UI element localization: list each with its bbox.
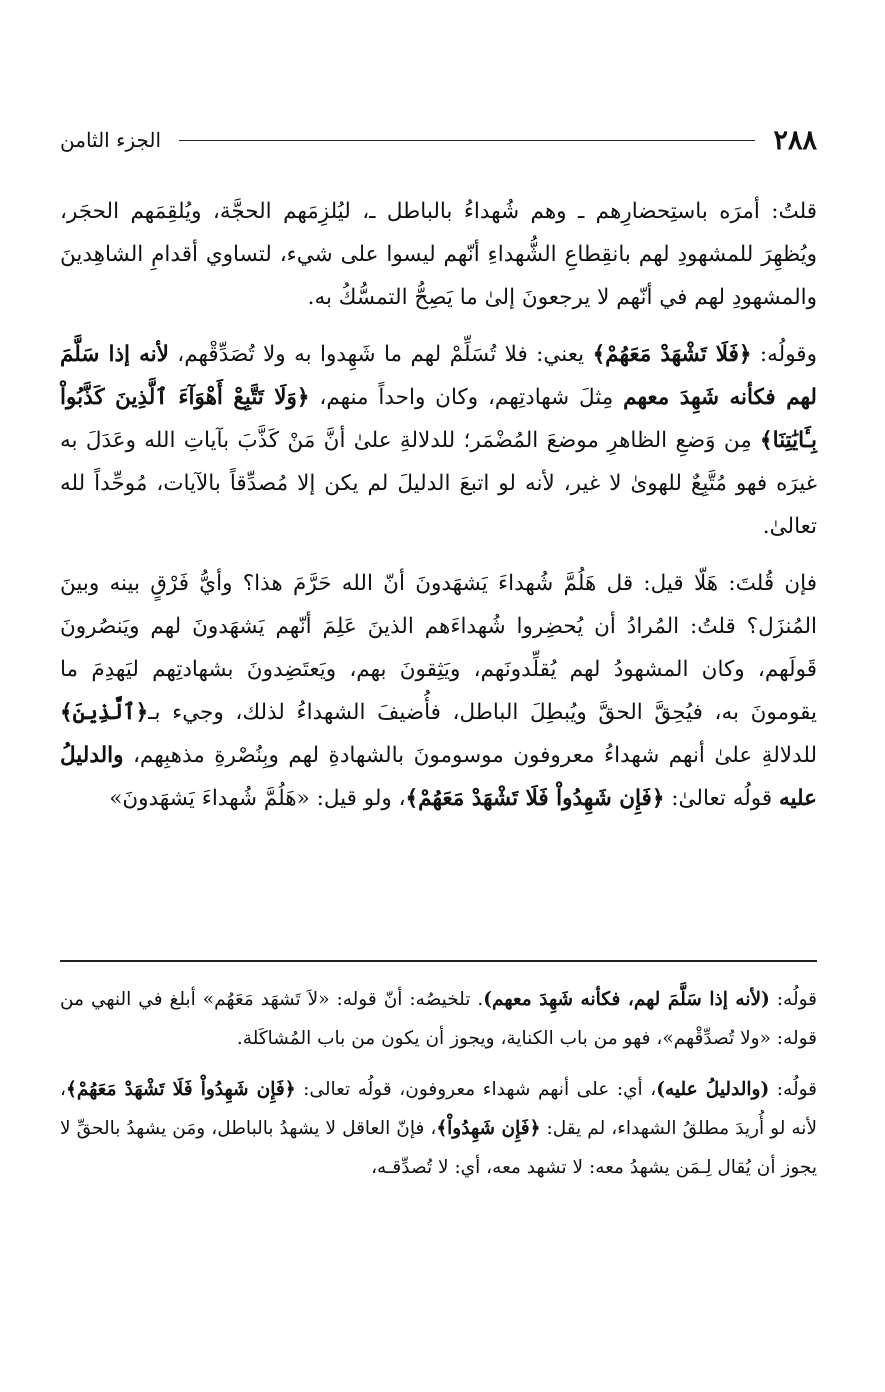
text-span: للدلالةِ علىٰ أنهم شهداءُ معروفون موسومونَ بالشهادةِ لهم وبِنُصْرةِ مذهبِهم، [123, 743, 817, 768]
text-span: مِثلَ شهادتِهم، وكان واحداً منهم، [309, 385, 624, 410]
quran-verse: ﴿فَإِن شَهِدُواْ فَلَا تَشْهَدْ مَعَهُمْ﴾ [405, 786, 665, 811]
text-span: فإن قُلتَ: هَلّا قيل: قل هَلُمَّ شُهداءَ يَشهَدونَ أنّ الله حَرَّمَ هذا؟ وأيُّ فَرْقٍ بينه وبينَ المُنزَل؟ قلتُ: المُرادُ أن يُحضِروا شُهداءَهم الذينَ عَلِمَ أنّهم يَشهَدونَ لهم ويَنصُرونَ قَولَهم، وكان المشهودُ لهم يُقلِّدونَهم، ويَثِقونَ بهم، ويَعتَضِدونَ بشهادتِهم ليَهدِمَ ما يقومونَ به، فيُحِقَّ الحقَّ ويُبطِلَ الباطل، فأُضيفَ الشهداءُ لذلك، وجيء بـ [60, 571, 817, 725]
text-span: قولُه تعالىٰ: [664, 786, 780, 811]
text-span: ، لأنه لو أُريدَ مطلقُ الشهداء، لم يقل: [60, 1079, 817, 1139]
text-span: ، فإنّ العاقل لا يشهدُ بالباطل، ومَن يشهدُ بالحقِّ لا يجوز أن يُقال لِـمَن يشهدُ معه: لا تشهد معه، أي: لا تُصدِّقـه، [60, 1118, 817, 1178]
page-header [60, 120, 817, 160]
bold-phrase: والدليلُ عليه [60, 743, 817, 811]
quran-verse: ﴿فَإِن شَهِدُواْ﴾ [436, 1118, 541, 1139]
main-text [60, 190, 817, 834]
text-span: يعني: فلا تُسَلِّمْ لهم ما شَهِدوا به ولا تُصَدِّقْهم، [168, 342, 593, 367]
text-span: قولُه: [769, 1079, 817, 1100]
text-span: مِن وَضعِ الظاهرِ موضعَ المُضْمَر؛ للدلالةِ علىٰ أنَّ مَنْ كَذَّبَ بآياتِ الله وعَدَلَ به غيرَه فهو مُتَّبِعٌ للهوىٰ لا غير، لأنه لو اتبعَ الدليلَ لم يكن إلا مُصدِّقاً بالآيات، مُوحِّداً لله تعالىٰ. [60, 428, 817, 539]
footnote-divider [60, 960, 817, 962]
quran-verse: ﴿ٱلَّذِينَ﴾ [60, 700, 149, 725]
header-rule [179, 140, 755, 141]
part-title: الجزء الثامن [60, 128, 162, 152]
text-span: ، ولو قيل: «هَلُمَّ شُهداءَ يَشهَدونَ» [109, 786, 406, 811]
bold-phrase: (لأنه إذا سَلَّمَ لهم، فكأنه شَهِدَ معهم) [483, 989, 770, 1010]
paragraph-3 [60, 562, 817, 820]
bold-phrase: لأنه إذا سَلَّمَ لهم فكأنه شَهِدَ معهم [60, 342, 817, 410]
quran-verse: ﴿وَلَا تَتَّبِعْ أَهْوَآءَ ٱلَّذِينَ كَذَّبُواْ بِـَٔايَٰتِنَا﴾ [60, 385, 817, 453]
text-span: وقولُه: [751, 342, 817, 367]
paragraph-1: قلتُ: أمرَه باستِحضارِهم ـ وهم شُهداءُ بالباطل ـ، ليُلزِمَهم الحجَّة، ويُلقِمَهم الحجَر، ويُظهِرَ للمشهودِ لهم بانقِطاعِ الشُّهداءِ أنّهم ليسوا على شيء، لتساوي أقدامِ الشاهِدينَ والمشهودِ لهم في أنّهم لا يرجعونَ إلىٰ ما يَصِحُّ التمسُّكُ به. [60, 199, 817, 310]
quran-verse: ﴿فَلَا تَشْهَدْ مَعَهُمْ﴾ [592, 342, 752, 367]
footnote-1 [60, 980, 817, 1058]
paragraph-2 [60, 333, 817, 548]
text-span: قولُه: [769, 989, 817, 1010]
text-span: . تلخيصُه: أنّ قوله: «لاَ تَشهَد مَعَهُم» أبلغ في النهي من قوله: «ولا تُصدِّقْهم»، فهو من باب الكناية، ويجوز أن يكون من باب المُشاكَلة. [60, 989, 817, 1049]
quran-verse: ﴿فَإِن شَهِدُواْ فَلَا تَشْهَدْ مَعَهُمْ﴾ [65, 1079, 296, 1100]
page-number: ٢٨٨ [773, 124, 817, 156]
text-span: ، أي: على أنهم شهداء معروفون، قولُه تعالى: [295, 1079, 657, 1100]
footnotes [60, 980, 817, 1199]
footnote-2 [60, 1070, 817, 1187]
bold-phrase: (والدليلُ عليه) [656, 1079, 770, 1100]
